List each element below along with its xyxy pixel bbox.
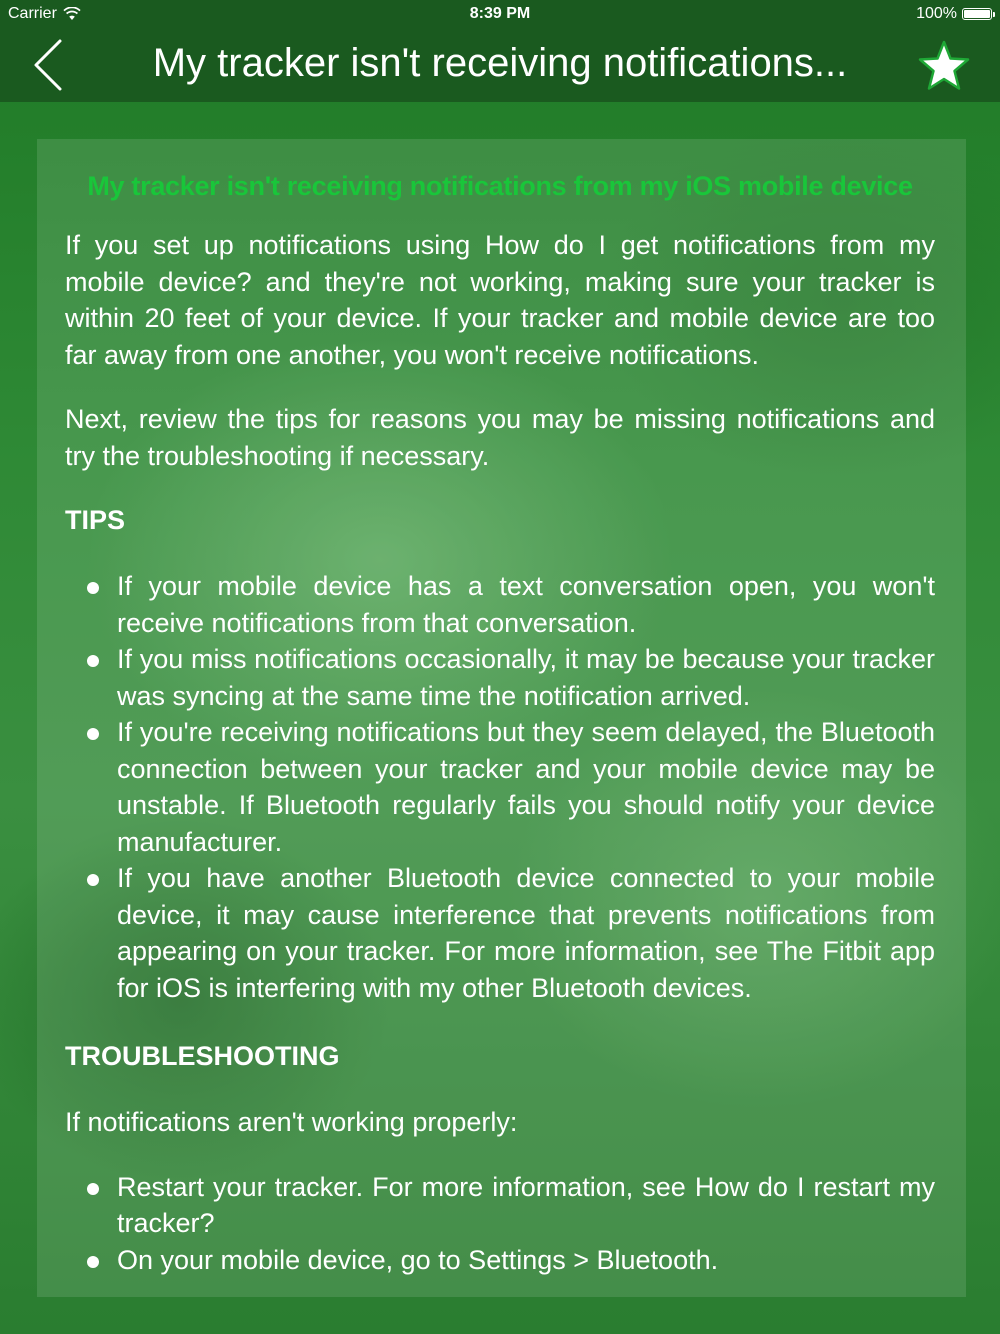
bullet-icon — [87, 728, 99, 740]
troubleshooting-intro: If notifications aren't working properly: — [65, 1107, 518, 1137]
status-time: 8:39 PM — [469, 5, 531, 22]
bullet-icon — [87, 874, 99, 886]
article-card — [37, 139, 966, 1297]
tips-heading: TIPS — [65, 505, 126, 535]
battery-percent: 100% — [916, 5, 957, 22]
list-item-text: If your mobile device has a text conversation open, you won't receive notifications from that conversation. — [117, 571, 935, 638]
favorite-button[interactable] — [916, 38, 972, 94]
article-paragraph: Next, review the tips for reasons you may be missing notifications and try the troubleshooting if necessary. — [65, 404, 935, 471]
list-item-text: Restart your tracker. For more information, see How do I restart my tracker? — [117, 1171, 935, 1238]
list-item — [65, 1242, 935, 1279]
navigation-bar — [0, 28, 1000, 102]
bullet-icon — [87, 1256, 99, 1268]
article-heading: My tracker isn't receiving notifications from my iOS mobile device — [87, 171, 913, 201]
bullet-icon — [87, 1183, 99, 1195]
list-item-text: If you're receiving notifications but they seem delayed, the Bluetooth connection between your tracker and your mobile device may be unstable. If Bluetooth regularly fails you should notify your device manufacturer. — [117, 717, 935, 857]
carrier-label: Carrier — [8, 5, 57, 22]
list-item — [65, 714, 935, 860]
troubleshooting-heading: TROUBLESHOOTING — [65, 1041, 340, 1071]
status-bar — [0, 0, 1000, 28]
back-button[interactable] — [22, 34, 82, 94]
chevron-left-icon — [22, 34, 82, 94]
bullet-icon — [87, 582, 99, 594]
list-item-text: If you have another Bluetooth device connected to your mobile device, it may cause interference that prevents notifications from appearing on your tracker. For more information, see The Fitbit app for iOS is interfering with my other Bluetooth devices. — [117, 863, 935, 1003]
tips-list — [65, 568, 935, 1006]
battery-icon — [962, 8, 992, 20]
list-item — [65, 641, 935, 714]
star-icon — [916, 38, 972, 94]
bullet-icon — [87, 655, 99, 667]
article-paragraph: If you set up notifications using How do I get notifications from my mobile device? and they're not working, making sure your tracker is within 20 feet of your device. If your tracker and mobile device are too far away from one another, you won't receive notifications. — [65, 230, 935, 370]
page-title: My tracker isn't receiving notifications... — [152, 41, 848, 85]
list-item-text: If you miss notifications occasionally, it may be because your tracker was syncing at the same time the notification arrived. — [117, 644, 935, 711]
list-item — [65, 860, 935, 1006]
troubleshooting-list — [65, 1169, 935, 1279]
list-item — [65, 568, 935, 641]
status-battery-group — [916, 5, 992, 23]
list-item — [65, 1169, 935, 1242]
list-item-text: On your mobile device, go to Settings > Bluetooth. — [117, 1244, 719, 1275]
